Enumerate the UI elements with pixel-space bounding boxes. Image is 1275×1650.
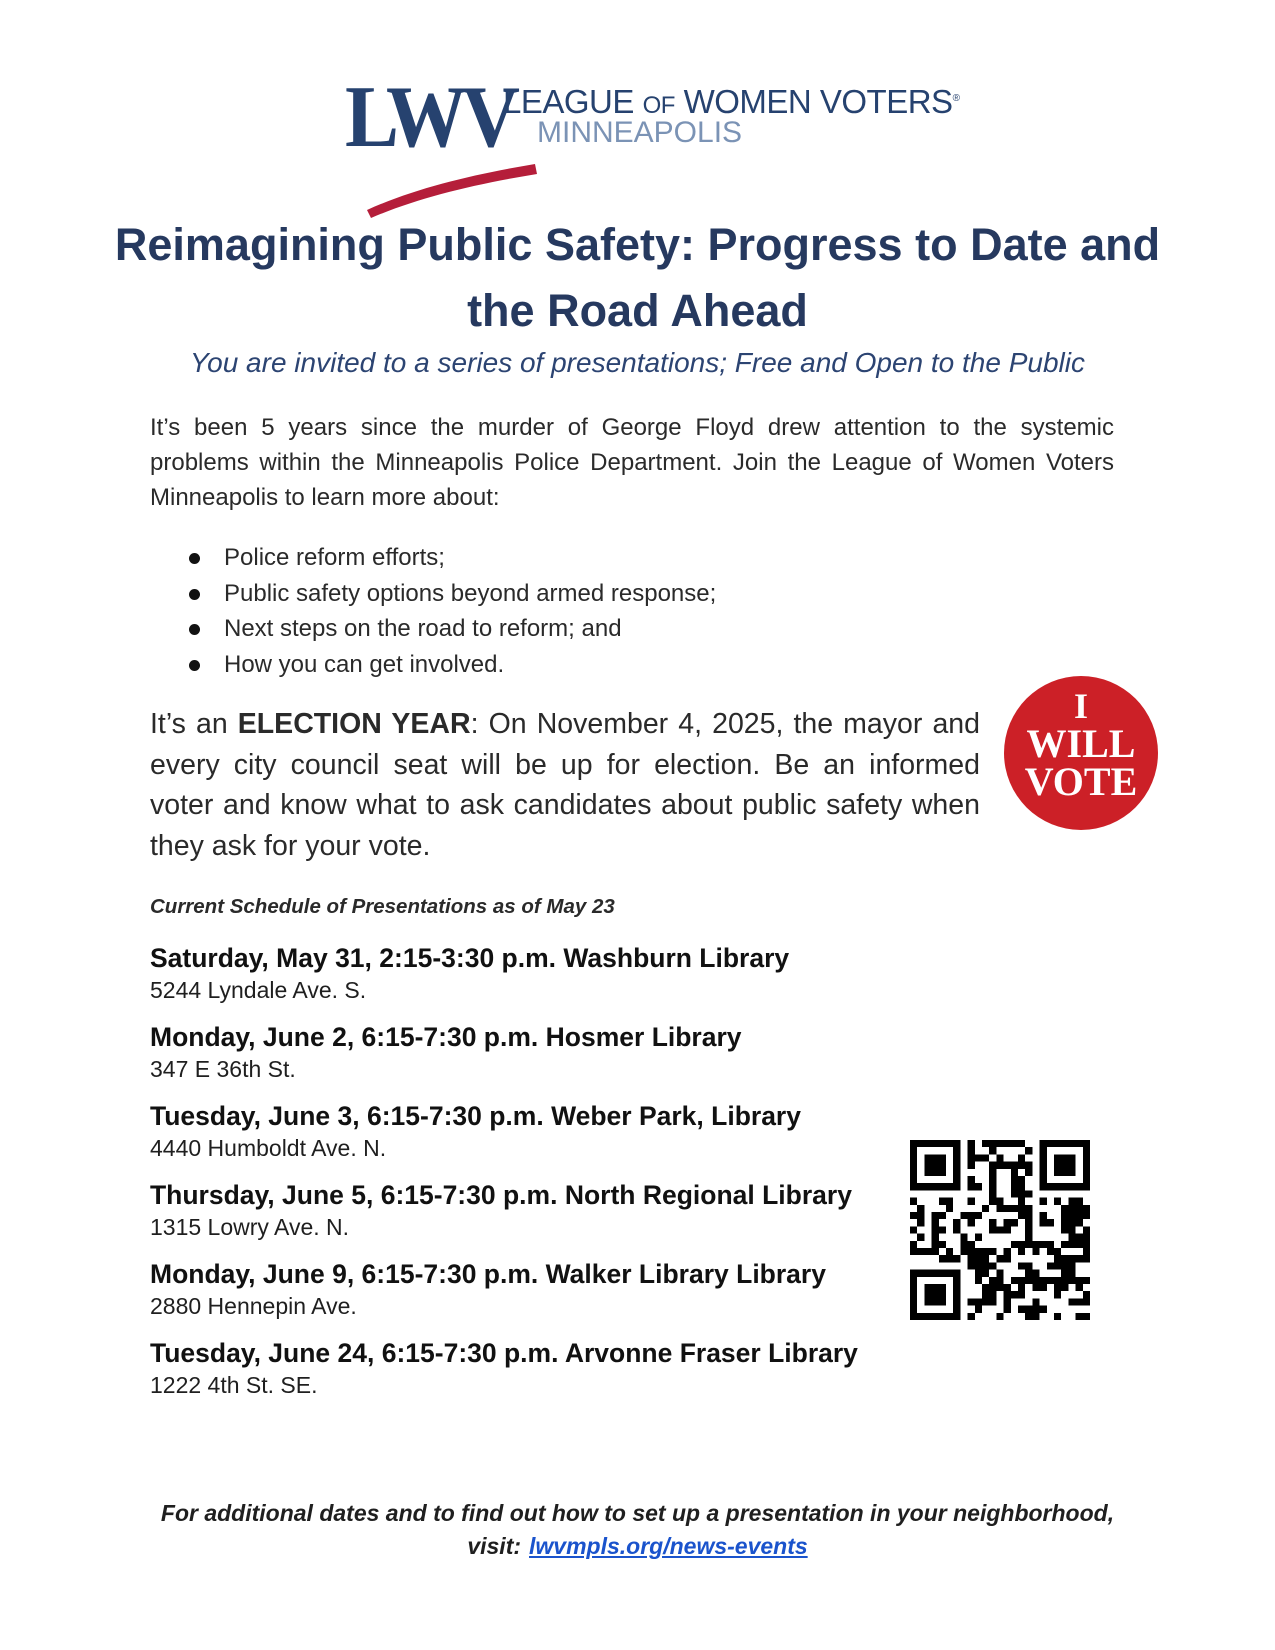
registered-mark: ® <box>952 93 960 104</box>
list-item: How you can get involved. <box>150 647 716 683</box>
events-link[interactable]: lwvmpls.org/news-events <box>529 1533 808 1559</box>
event-address: 347 E 36th St. <box>150 1056 296 1082</box>
event-title: Saturday, May 31, 2:15-3:30 p.m. Washburn Library <box>150 943 790 973</box>
event-title: Thursday, June 5, 6:15-7:30 p.m. North Regional Library <box>150 1180 852 1210</box>
event-title: Monday, June 9, 6:15-7:30 p.m. Walker Library Library <box>150 1259 826 1289</box>
footer-text: For additional dates and to find out how to set up a presentation in your neighborhood, visit: <box>160 1500 1115 1559</box>
logo-chapter: MINNEAPOLIS <box>537 116 743 149</box>
election-paragraph <box>150 704 980 866</box>
badge-line-1: I <box>1073 686 1088 726</box>
event-address: 5244 Lyndale Ave. S. <box>150 977 367 1003</box>
badge-line-3: VOTE <box>1024 759 1138 804</box>
logo-word-women-voters: WOMEN VOTERS <box>683 83 953 120</box>
i-will-vote-badge <box>1004 676 1158 830</box>
list-item <box>150 1258 890 1337</box>
event-title: Tuesday, June 3, 6:15-7:30 p.m. Weber Park, Library <box>150 1101 801 1131</box>
logo-word-of: OF <box>642 92 675 119</box>
event-address: 4440 Humboldt Ave. N. <box>150 1135 387 1161</box>
page-subtitle: You are invited to a series of presentations; Free and Open to the Public <box>190 347 1085 378</box>
qr-code-icon[interactable] <box>910 1140 1090 1320</box>
list-item <box>150 1100 890 1179</box>
list-item: Police reform efforts; <box>150 540 716 576</box>
logo-mark: LWV <box>345 69 515 166</box>
list-item <box>150 1337 890 1416</box>
footer-note <box>150 1497 1125 1563</box>
event-title: Tuesday, June 24, 6:15-7:30 p.m. Arvonne Fraser Library <box>150 1338 858 1368</box>
event-address: 1222 4th St. SE. <box>150 1372 318 1398</box>
election-body: : On November 4, 2025, the mayor and every city council seat will be up for election. Be an informed voter and know what to ask candidates about public safety when they ask for your vote. <box>150 708 980 862</box>
list-item: Public safety options beyond armed response; <box>150 576 716 612</box>
logo-word-league: LEAGUE <box>503 83 634 120</box>
page-title: Reimagining Public Safety: Progress to Date and the Road Ahead <box>114 219 1161 336</box>
badge-line-2: WILL <box>1026 721 1136 766</box>
list-item: Next steps on the road to reform; and <box>150 611 716 647</box>
event-address: 1315 Lowry Ave. N. <box>150 1214 350 1240</box>
list-item <box>150 1179 890 1258</box>
schedule-list <box>150 942 890 1416</box>
intro-paragraph: It’s been 5 years since the murder of George Floyd drew attention to the systemic problems within the Minneapolis Police Department. Join the League of Women Voters Minneapolis to learn more about: <box>150 414 1114 511</box>
event-title: Monday, June 2, 6:15-7:30 p.m. Hosmer Library <box>150 1022 742 1052</box>
schedule-heading: Current Schedule of Presentations as of May 23 <box>150 895 615 918</box>
organization-logo <box>345 69 960 194</box>
list-item <box>150 942 890 1021</box>
topic-list <box>150 540 716 682</box>
list-item <box>150 1021 890 1100</box>
election-prefix: It’s an <box>150 708 238 740</box>
event-address: 2880 Hennepin Ave. <box>150 1293 357 1319</box>
election-emphasis: ELECTION YEAR <box>237 708 471 740</box>
